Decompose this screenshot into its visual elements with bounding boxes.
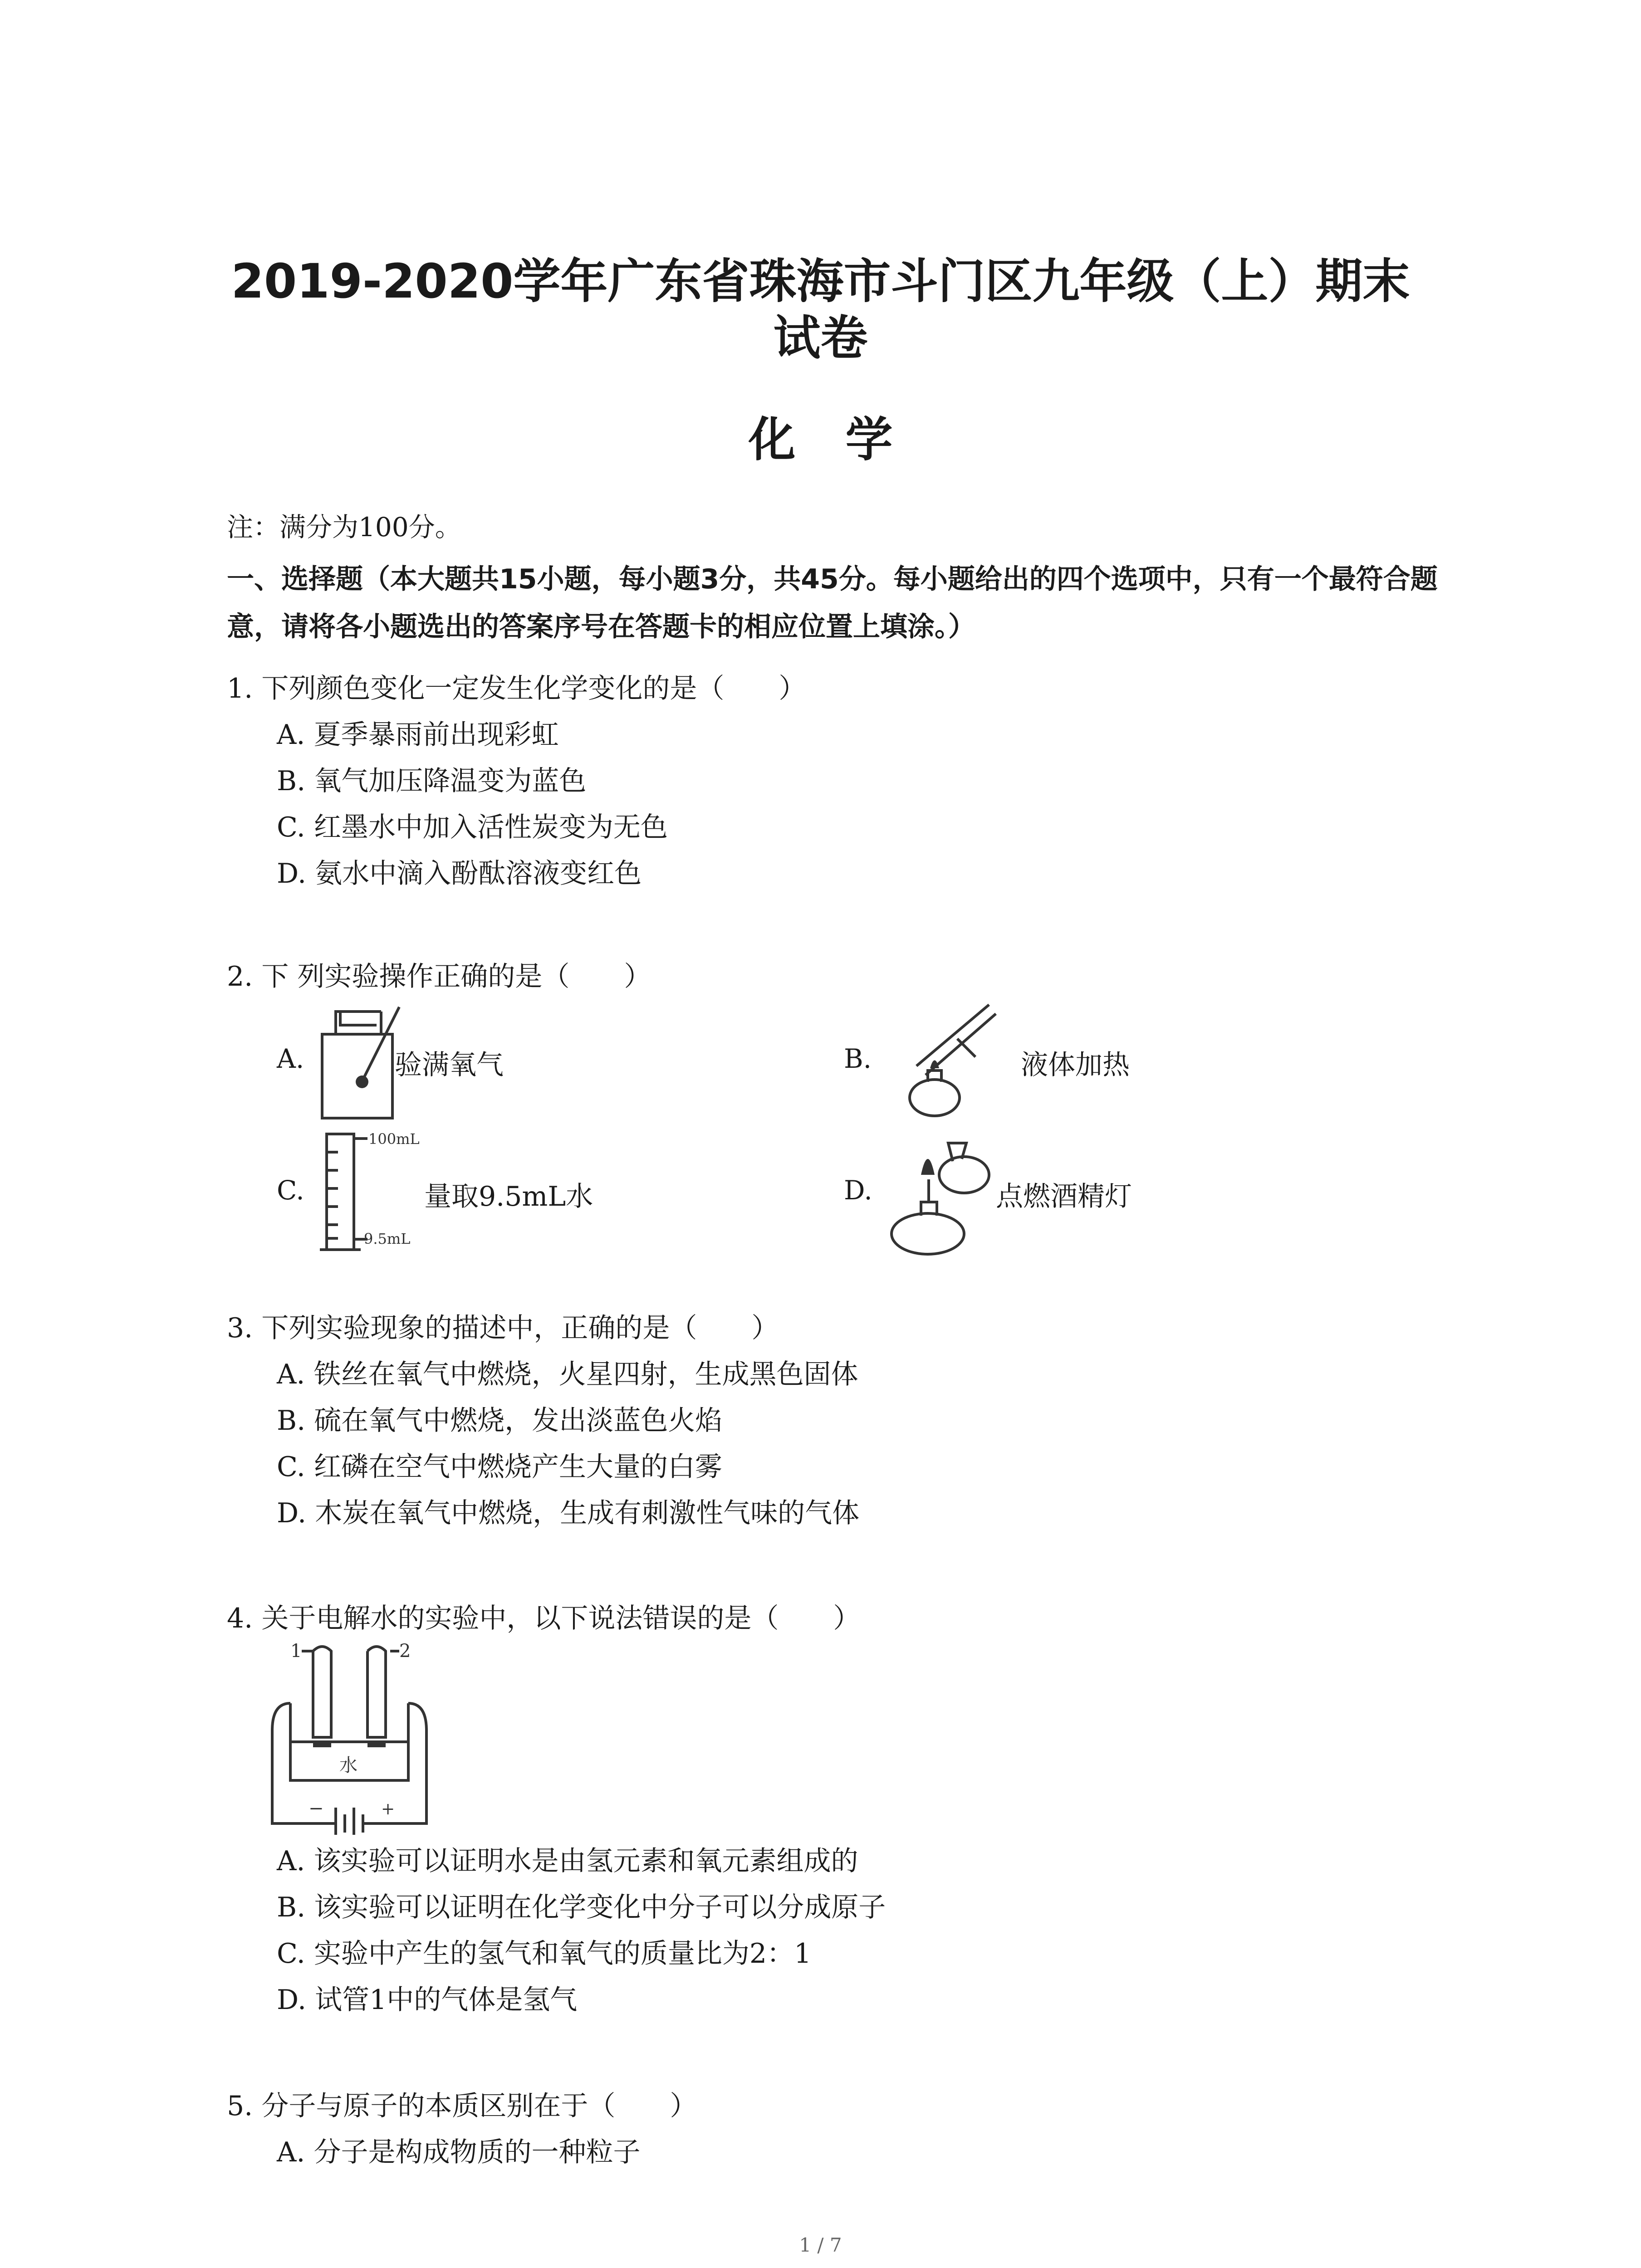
q3-option-a: A. 铁丝在氧气中燃烧，火星四射，生成黑色固体 — [277, 1359, 858, 1390]
q1-option-b: B. 氧气加压降温变为蓝色 — [277, 765, 587, 797]
q3-option-d: D. 木炭在氧气中燃烧，生成有刺激性气味的气体 — [277, 1497, 860, 1529]
doc-title-line2: 试卷 — [773, 310, 868, 366]
q4-option-d: D. 试管1中的气体是氢气 — [277, 1984, 578, 2016]
q1-option-c: C. 红墨水中加入活性炭变为无色 — [277, 811, 668, 843]
q2-option-d-letter: D. — [844, 1175, 872, 1206]
q2-option-b-text: 液体加热 — [1021, 1049, 1130, 1081]
section-1-heading: 一、选择题（本大题共15小题，每小题3分，共45分。每小题给出的四个选项中，只有一个最符合题意，请将各小题选出的答案序号在答题卡的相应位置上填涂。） — [227, 563, 1438, 643]
tube-1-label: 1 — [290, 1641, 302, 1662]
alcohol-lamp-figure — [885, 1125, 998, 1261]
q2-option-b-letter: B. — [844, 1043, 872, 1074]
q4-option-a: A. 该实验可以证明水是由氢元素和氧元素组成的 — [277, 1845, 858, 1877]
q2-option-c-letter: C. — [277, 1175, 304, 1206]
q1-option-a: A. 夏季暴雨前出现彩虹 — [277, 719, 559, 751]
subject-title: 化学 — [748, 412, 943, 467]
liquid-heating-figure — [885, 998, 1003, 1120]
cylinder-top-label: 100mL — [368, 1130, 420, 1148]
electrolysis-apparatus-figure — [263, 1640, 454, 1835]
page-number: 1 / 7 — [799, 2234, 842, 2256]
cylinder-bottom-label: 9.5mL — [364, 1230, 411, 1247]
q3-stem: 3. 下列实验现象的描述中，正确的是（ ） — [227, 1312, 779, 1344]
q2-stem: 2. 下 列实验操作正确的是（ ） — [227, 961, 652, 992]
q2-option-c-text: 量取9.5mL水 — [424, 1181, 593, 1212]
q4-option-c: C. 实验中产生的氢气和氧气的质量比为2：1 — [277, 1938, 812, 1970]
tube-2-label: 2 — [399, 1641, 411, 1662]
q5-stem: 5. 分子与原子的本质区别在于（ ） — [227, 2090, 697, 2122]
q2-option-d-text: 点燃酒精灯 — [996, 1181, 1132, 1212]
q3-option-b: B. 硫在氧气中燃烧，发出淡蓝色火焰 — [277, 1405, 723, 1437]
q2-option-a-letter: A. — [277, 1043, 304, 1074]
doc-title-line1: 2019-2020学年广东省珠海市斗门区九年级（上）期末 — [231, 254, 1410, 309]
q2-option-a-text: 验满氧气 — [395, 1049, 504, 1081]
q3-option-c: C. 红磷在空气中燃烧产生大量的白雾 — [277, 1451, 722, 1483]
graduated-cylinder-figure — [313, 1125, 431, 1256]
q5-option-a: A. 分子是构成物质的一种粒子 — [277, 2136, 641, 2168]
score-note: 注：满分为100分。 — [227, 512, 461, 543]
minus-label: − — [309, 1798, 324, 1819]
q4-option-b: B. 该实验可以证明在化学变化中分子可以分成原子 — [277, 1892, 886, 1923]
q4-stem: 4. 关于电解水的实验中，以下说法错误的是（ ） — [227, 1603, 861, 1634]
plus-label: + — [381, 1800, 395, 1818]
q1-option-d: D. 氨水中滴入酚酞溶液变红色 — [277, 858, 642, 890]
oxygen-bottle-figure — [313, 1002, 404, 1125]
water-label: 水 — [339, 1755, 358, 1776]
q1-stem: 1. 下列颜色变化一定发生化学变化的是（ ） — [227, 673, 806, 704]
